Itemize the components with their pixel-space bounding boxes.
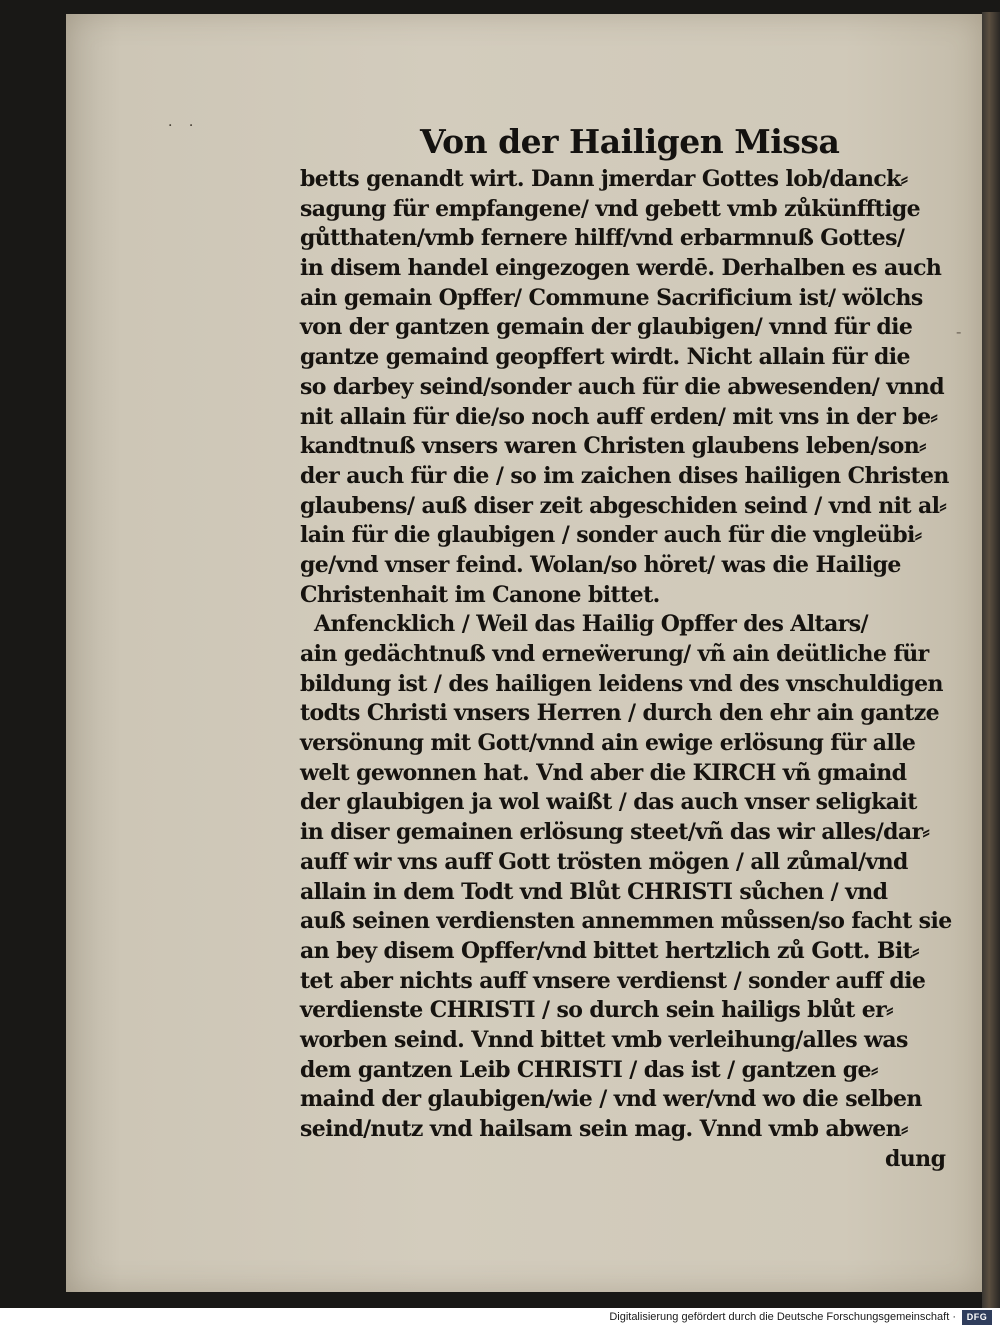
footer-credit: Digitalisierung gefördert durch die Deutsche Forschungsgemeinschaft · — [609, 1311, 956, 1323]
text-line: ge/vnd vnser feind. Wolan/so höret/ was die Hailige — [300, 551, 901, 578]
text-line: auff wir vns auff Gott trösten mögen / all zůmal/vnd — [300, 848, 908, 875]
page-edge — [982, 12, 1000, 1308]
text-line: der auch für die / so im zaichen dises hailigen Christen — [300, 462, 949, 489]
text-line: an bey disem Opffer/vnd bittet hertzlich zů Gott. Bit⸗ — [300, 937, 919, 964]
running-head: Von der Hailigen Missa — [420, 122, 840, 161]
text-line: tet aber nichts auff vnsere verdienst / sonder auff die — [300, 967, 926, 994]
text-line: auß seinen verdiensten annemmen můssen/so facht sie — [300, 908, 952, 935]
text-line: worben seind. Vnnd bittet vmb verleihung/alles was — [300, 1026, 908, 1053]
text-line: so darbey seind/sonder auch für die abwesenden/ vnnd — [300, 373, 944, 400]
body-text — [300, 165, 970, 1174]
text-line: Christenhait im Canone bittet. — [300, 581, 660, 608]
text-line: in diser gemainen erlösung steet/vñ das wir alles/dar⸗ — [300, 819, 930, 846]
text-line: bildung ist / des hailigen leidens vnd des vnschuldigen — [300, 670, 943, 697]
text-line: dem gantzen Leib CHRISTI / das ist / gantzen ge⸗ — [300, 1056, 878, 1083]
text-line: betts genandt wirt. Dann jmerdar Gottes lob/danck⸗ — [300, 166, 908, 192]
text-line: seind/nutz vnd hailsam sein mag. Vnnd vmb abwen⸗ — [300, 1116, 908, 1142]
text-line: allain in dem Todt vnd Blůt CHRISTI sůchen / vnd — [300, 878, 888, 905]
text-line: welt gewonnen hat. Vnd aber die KIRCH vñ gmaind — [300, 759, 907, 786]
text-line: ain gemain Opffer/ Commune Sacrificium ist/ wölchs — [300, 284, 923, 311]
margin-marks: · · — [168, 118, 200, 134]
dfg-logo: DFG — [962, 1310, 992, 1325]
text-line: Anfencklich / Weil das Hailig Opffer des Altars/ — [314, 611, 868, 638]
text-line: verdienste CHRISTI / so durch sein hailigs blůt er⸗ — [300, 997, 893, 1024]
text-line: in disem handel eingezogen werdē. Derhalben es auch — [300, 255, 942, 282]
text-line: versönung mit Gott/vnnd ain ewige erlösung für alle — [300, 730, 916, 757]
side-mark: - — [956, 322, 962, 341]
text-line: sagung für empfangene/ vnd gebett vmb zůkünfftige — [300, 195, 921, 222]
text-line: gůtthaten/vmb fernere hilff/vnd erbarmnuß Gottes/ — [300, 225, 905, 252]
text-line: von der gantzen gemain der glaubigen/ vnnd für die — [300, 314, 913, 341]
text-line: lain für die glaubigen / sonder auch für die vngleübi⸗ — [300, 522, 922, 549]
text-line: kandtnuß vnsers waren Christen glaubens leben/son⸗ — [300, 433, 926, 460]
text-line: todts Christi vnsers Herren / durch den ehr ain gantze — [300, 700, 939, 727]
text-line: ain gedächtnuß vnd erneẅerung/ vñ ain deütliche für — [300, 641, 929, 667]
text-line: gantze gemaind geopffert wirdt. Nicht allain für die — [300, 344, 910, 371]
catchword: dung — [885, 1145, 946, 1172]
text-line: maind der glaubigen/wie / vnd wer/vnd wo die selben — [300, 1086, 922, 1113]
text-line: der glaubigen ja wol waißt / das auch vnser seligkait — [300, 789, 917, 816]
text-line: nit allain für die/so noch auff erden/ mit vns in der be⸗ — [300, 403, 938, 430]
text-line: glaubens/ auß diser zeit abgeschiden seind / vnd nit al⸗ — [300, 492, 947, 519]
